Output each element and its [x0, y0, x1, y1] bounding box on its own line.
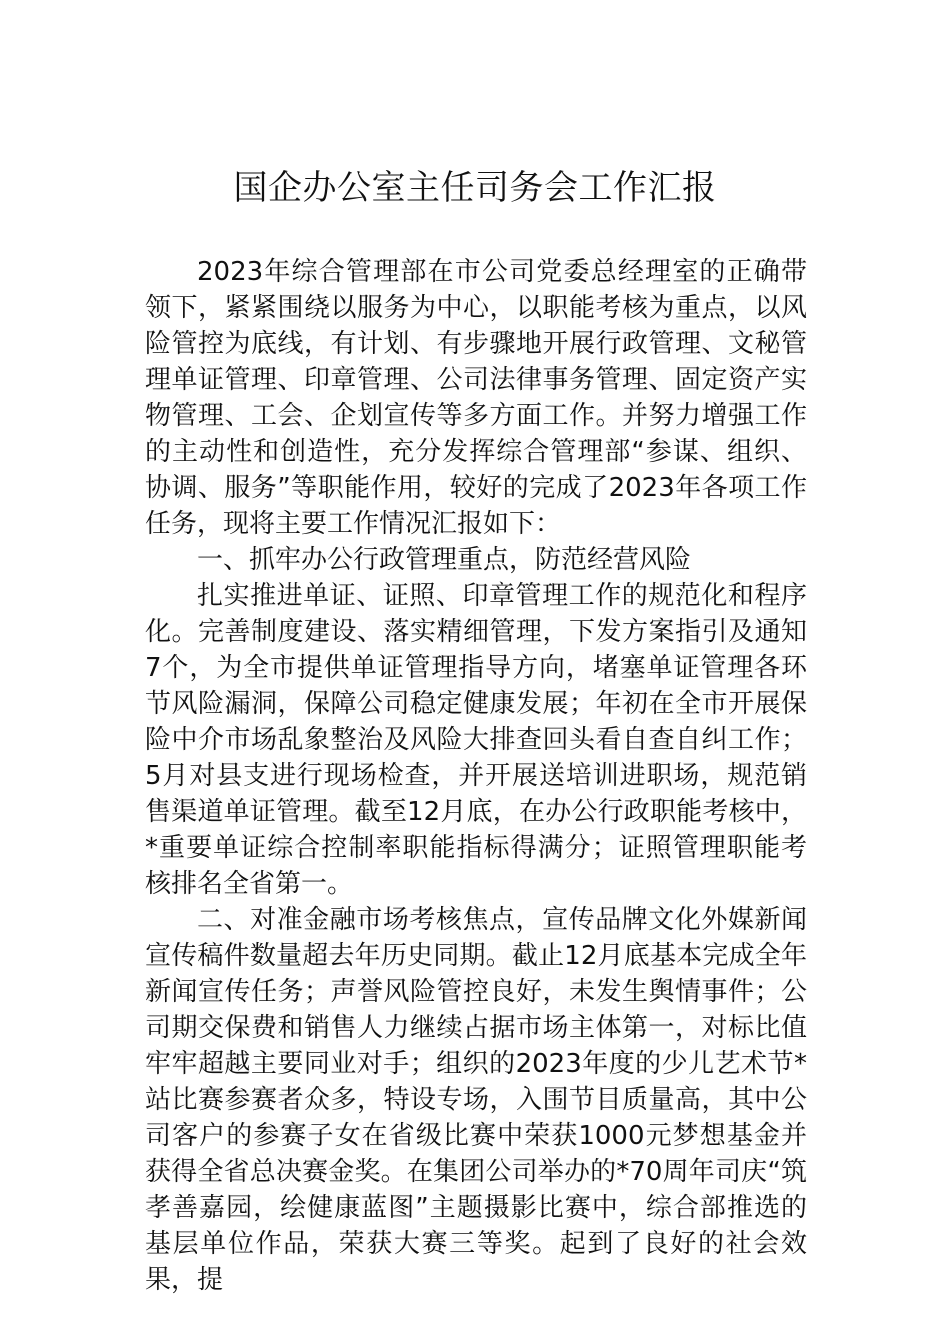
- document-body: [145, 254, 807, 1298]
- document-title: 国企办公室主任司务会工作汇报: [233, 168, 717, 208]
- section-2-paragraph: 二、对准金融市场考核焦点，宣传品牌文化外媒新闻宣传稿件数量超去年历史同期。截止12月底基本完成全年新闻宣传任务；声誉风险管控良好，未发生舆情事件；公司期交保费和销售人力继续占据市场主体第一，对标比值牢牢超越主要同业对手；组织的2023年度的少儿艺术节*站比赛参赛者众多，特设专场，入围节目质量高，其中公司客户的参赛子女在省级比赛中荣获1000元梦想基金并获得全省总决赛金奖。在集团公司举办的*70周年司庆“筑孝善嘉园，绘健康蓝图”主题摄影比赛中，综合部推选的基层单位作品，荣获大赛三等奖。起到了良好的社会效果，提: [145, 905, 807, 1295]
- intro-paragraph: 2023年综合管理部在市公司党委总经理室的正确带领下，紧紧围绕以服务为中心，以职能考核为重点，以风险管控为底线，有计划、有步骤地开展行政管理、文秘管理单证管理、印章管理、公司法律事务管理、固定资产实物管理、工会、企划宣传等多方面工作。并努力增强工作的主动性和创造性，充分发挥综合管理部“参谋、组织、协调、服务”等职能作用，较好的完成了2023年各项工作任务，现将主要工作情况汇报如下：: [145, 257, 807, 539]
- section-1-paragraph: 扎实推进单证、证照、印章管理工作的规范化和程序化。完善制度建设、落实精细管理，下发方案指引及通知7个，为全市提供单证管理指导方向，堵塞单证管理各环节风险漏洞，保障公司稳定健康发展；年初在全市开展保险中介市场乱象整治及风险大排查回头看自查自纠工作；5月对县支进行现场检查，并开展送培训进职场，规范销售渠道单证管理。截至12月底，在办公行政职能考核中，*重要单证综合控制率职能指标得满分；证照管理职能考核排名全省第一。: [145, 581, 807, 899]
- section-heading-1: 一、抓牢办公行政管理重点，防范经营风险: [197, 545, 692, 575]
